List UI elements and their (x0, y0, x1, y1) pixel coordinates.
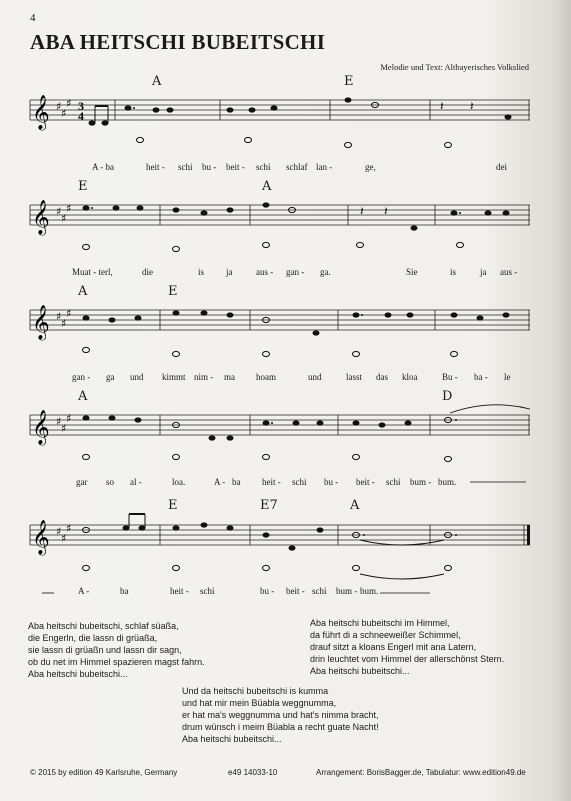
credit-line: Melodie und Text: Altbayerisches Volkslied (380, 62, 529, 72)
staff-4 (30, 385, 530, 485)
chord-symbol: E7 (260, 498, 278, 513)
verse-line: und hat mir mein Büabla weggnumma, (182, 698, 337, 708)
chord-symbol: D (442, 389, 453, 404)
lyric-syllable: schi (292, 477, 307, 487)
lyric-syllable: lasst (346, 372, 363, 382)
lyric-syllable: aus - (256, 267, 274, 277)
lyric-syllable: so (106, 477, 115, 487)
page-number: 4 (30, 12, 36, 24)
lyric-syllable: ba - (474, 372, 488, 382)
music-system-2 (30, 175, 530, 285)
treble-clef-icon: 𝄞 (32, 520, 50, 555)
lyric-syllable: das (376, 372, 388, 382)
verse-line: Aba heitschi bubeitschi... (310, 666, 410, 676)
verse-line: sie lassn di grüaßn und lassn dir sagn, (28, 645, 182, 655)
music-system-5 (30, 490, 530, 600)
svg-text:♯: ♯ (61, 107, 67, 120)
lyric-syllable: ja (480, 267, 487, 277)
lyric-syllable: nim - (194, 372, 214, 382)
lyric-syllable: schlaf (286, 162, 308, 172)
chord-symbol: E (168, 284, 178, 299)
verse-line: drum wünsch i meim Büabla a recht guate Nacht! (182, 722, 379, 732)
verse-line: drauf sitzt a kloans Engerl mit ana Latern, (310, 642, 477, 652)
lyric-syllable: ge, (365, 162, 376, 172)
lyric-syllable: schi (386, 477, 401, 487)
lyrics-line-1 (30, 162, 530, 176)
staff-1 (30, 70, 530, 160)
lyric-syllable: bum. (360, 586, 379, 596)
treble-clef-icon: 𝄞 (32, 410, 50, 445)
svg-text:♯: ♯ (56, 525, 62, 538)
time-signature-top: 3 (78, 99, 84, 113)
svg-text:𝄽: 𝄽 (360, 204, 364, 218)
verse-line: Aba heitschi bubeitschi... (182, 734, 282, 744)
music-system-4 (30, 385, 530, 495)
svg-text:♯: ♯ (61, 317, 67, 330)
lyric-syllable: le (504, 372, 511, 382)
lyrics-line-4 (30, 477, 530, 491)
lyric-syllable: beit - (226, 162, 245, 172)
svg-text:♯: ♯ (66, 202, 72, 215)
lyric-syllable: bu - (260, 586, 275, 596)
verse-line: ob du net im Himmel spazieren magst fahrn. (28, 657, 205, 667)
svg-text:♯: ♯ (66, 412, 72, 425)
lyric-syllable: gan - (286, 267, 305, 277)
lyric-syllable: lan - (316, 162, 333, 172)
chord-symbol: E (344, 74, 354, 89)
verse-line: Aba heitschi bubeitschi, schlaf süaßa, (28, 621, 179, 631)
lyric-syllable: Muat - terl, (72, 267, 113, 277)
treble-clef-icon: 𝄞 (32, 305, 50, 340)
chord-symbol: E (168, 498, 178, 513)
lyric-syllable: A - (214, 477, 226, 487)
treble-clef-icon: 𝄞 (32, 95, 50, 130)
chord-symbol: A (78, 284, 88, 299)
svg-text:♯: ♯ (66, 97, 72, 110)
lyric-syllable: ga (106, 372, 115, 382)
lyric-syllable: hoam (256, 372, 276, 382)
lyric-syllable: heit - (170, 586, 189, 596)
chord-symbol: A (262, 179, 272, 194)
svg-text:♯: ♯ (61, 422, 67, 435)
staff-2 (30, 175, 530, 265)
staff-5 (30, 490, 530, 600)
lyric-syllable: ja (226, 267, 233, 277)
verse-1 (28, 620, 205, 680)
lyric-syllable: ga. (320, 267, 331, 277)
lyrics-line-5 (30, 586, 530, 600)
lyric-syllable: bu - (324, 477, 339, 487)
verse-line: die Engerln, die lassn di grüaßa, (28, 633, 158, 643)
lyric-syllable: gar (76, 477, 88, 487)
lyric-syllable: bum. (438, 477, 457, 487)
svg-text:♯: ♯ (61, 212, 67, 225)
lyrics-line-2 (30, 267, 530, 281)
svg-text:♯: ♯ (66, 522, 72, 535)
verse-line: drin leuchtet vom Himmel der allerschönst Stern. (310, 654, 505, 664)
verse-line: da führt di a schneeweißer Schimmel, (310, 630, 461, 640)
lyric-syllable: schi (256, 162, 271, 172)
verse-line: er hat ma's weggnumma und hat's nimma bracht, (182, 710, 379, 720)
lyric-syllable: Bu - (442, 372, 458, 382)
svg-text:♯: ♯ (61, 532, 67, 545)
lyric-syllable: A - (78, 586, 90, 596)
verse-line: Aba heitschi bubeitschi... (28, 669, 128, 679)
lyric-syllable: dei (496, 162, 507, 172)
lyrics-line-3 (30, 372, 530, 386)
svg-text:♯: ♯ (56, 310, 62, 323)
lyric-syllable: die (142, 267, 153, 277)
music-system-3 (30, 280, 530, 390)
lyric-syllable: A - ba (92, 162, 114, 172)
lyric-syllable: Sie (406, 267, 418, 277)
lyric-syllable: ba (120, 586, 129, 596)
lyric-syllable: und (130, 372, 144, 382)
lyric-syllable: heit - (262, 477, 281, 487)
lyric-syllable: heit - (146, 162, 165, 172)
song-title: ABA HEITSCHI BUBEITSCHI (30, 30, 326, 54)
staff-3 (30, 280, 530, 370)
verse-line: Und da heitschi bubeitschi is kumma (182, 686, 329, 696)
svg-text:𝄽: 𝄽 (470, 99, 474, 113)
chord-symbol: A (350, 498, 360, 513)
svg-text:♯: ♯ (56, 415, 62, 428)
verse-line: Aba heitschi bubeitschi im Himmel, (310, 618, 450, 628)
lyric-syllable: beit - (356, 477, 375, 487)
time-signature-bottom: 4 (78, 109, 84, 123)
svg-text:𝄽: 𝄽 (384, 204, 388, 218)
chord-symbol: E (78, 179, 88, 194)
lyric-syllable: loa. (172, 477, 186, 487)
footer-arrangement: Arrangement: BorisBagger.de, Tabulatur: www.edition49.de (316, 768, 526, 777)
lyric-syllable: schi (200, 586, 215, 596)
verse-2 (310, 617, 504, 677)
lyric-syllable: schi (178, 162, 193, 172)
verse-3 (182, 685, 379, 745)
lyric-syllable: ba (232, 477, 241, 487)
lyric-syllable: bu - (202, 162, 217, 172)
treble-clef-icon: 𝄞 (32, 200, 50, 235)
lyric-syllable: aus - (500, 267, 518, 277)
lyric-syllable: ma (224, 372, 235, 382)
svg-text:𝄽: 𝄽 (440, 99, 444, 113)
music-system-1 (30, 70, 530, 180)
lyric-syllable: bum - (336, 586, 358, 596)
chord-symbol: A (152, 74, 162, 89)
footer-copyright: © 2015 by edition 49 Karlsruhe, Germany (30, 768, 178, 777)
svg-text:♯: ♯ (56, 205, 62, 218)
lyric-syllable: bum - (410, 477, 432, 487)
lyric-syllable: al - (130, 477, 142, 487)
lyric-syllable: beit - (286, 586, 305, 596)
lyric-syllable: und (308, 372, 322, 382)
footer-catalog-number: e49 14033-10 (228, 768, 278, 777)
lyric-syllable: schi (312, 586, 327, 596)
lyric-syllable: is (198, 267, 205, 277)
lyric-syllable: kimmt (162, 372, 186, 382)
lyric-syllable: gan - (72, 372, 91, 382)
lyric-syllable: is (450, 267, 457, 277)
svg-text:♯: ♯ (66, 307, 72, 320)
lyric-syllable: kloa (402, 372, 418, 382)
svg-text:♯: ♯ (56, 100, 62, 113)
chord-symbol: A (78, 389, 88, 404)
